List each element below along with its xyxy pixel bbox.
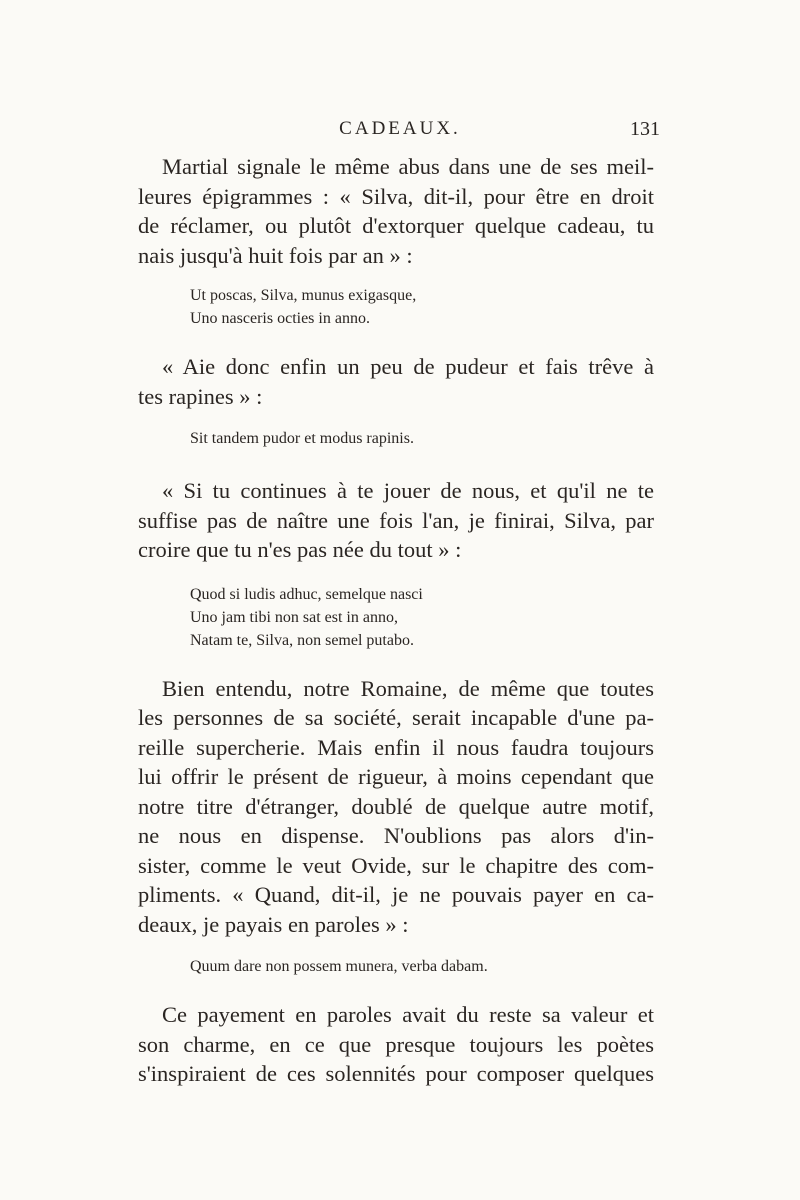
latin-quote-3 xyxy=(138,583,654,652)
text-line: ne nous en dispense. N'oublions pas alors d'in- xyxy=(138,823,654,848)
page-header xyxy=(140,118,660,148)
text-line: « Aie donc enfin un peu de pudeur et fais trêve à xyxy=(162,354,654,379)
quote-line: Quod si ludis adhuc, semelque nasci xyxy=(190,585,423,603)
paragraph-1 xyxy=(138,152,654,270)
running-title: CADEAUX. xyxy=(339,118,461,139)
text-line: reille supercherie. Mais enfin il nous faudra toujours xyxy=(138,734,654,760)
text-line: deaux, je payais en paroles » : xyxy=(138,911,409,937)
quote-line: Uno jam tibi non sat est in anno, xyxy=(190,608,398,626)
text-line: les personnes de sa société, serait incapable d'une pa- xyxy=(138,705,654,730)
paragraph-3 xyxy=(138,476,654,565)
text-line: suffise pas de naître une fois l'an, je finirai, Silva, par xyxy=(138,507,654,533)
text-line: lui offrir le présent de rigueur, à moins cependant que xyxy=(138,764,654,789)
text-line: notre titre d'étranger, doublé de quelque autre motif, xyxy=(138,793,654,819)
latin-quote-2 xyxy=(138,427,654,450)
quote-line: Quum dare non possem munera, verba dabam. xyxy=(190,958,488,975)
latin-quote-4 xyxy=(138,955,654,978)
text-line: « Si tu continues à te jouer de nous, et qu'il ne te xyxy=(162,478,654,503)
text-line: nais jusqu'à huit fois par an » : xyxy=(138,242,413,268)
latin-quote-1 xyxy=(138,284,654,330)
text-line: son charme, en ce que presque toujours les poètes xyxy=(138,1031,654,1057)
paragraph-5 xyxy=(138,1000,654,1089)
quote-line: Uno nasceris octies in anno. xyxy=(190,310,370,327)
text-line: Ce payement en paroles avait du reste sa valeur et xyxy=(162,1002,654,1027)
paragraph-2 xyxy=(138,352,654,411)
text-line: s'inspiraient de ces solennités pour composer quelques xyxy=(138,1061,654,1086)
body-text xyxy=(138,152,654,1089)
page-number: 131 xyxy=(630,118,660,140)
quote-line: Sit tandem pudor et modus rapinis. xyxy=(190,430,414,447)
text-line: Bien entendu, notre Romaine, de même que toutes xyxy=(162,675,654,701)
text-line: croire que tu n'es pas née du tout » : xyxy=(138,537,462,562)
text-line: de réclamer, ou plutôt d'extorquer quelque cadeau, tu xyxy=(138,213,654,238)
quote-line: Ut poscas, Silva, munus exigasque, xyxy=(190,287,417,304)
paragraph-4 xyxy=(138,674,654,940)
text-line: leures épigrammes : « Silva, dit-il, pour être en droit xyxy=(138,183,654,209)
text-line: sister, comme le veut Ovide, sur le chapitre des com- xyxy=(138,852,654,878)
text-line: tes rapines » : xyxy=(138,383,263,409)
quote-line: Natam te, Silva, non semel putabo. xyxy=(190,631,414,649)
text-line: pliments. « Quand, dit-il, je ne pouvais payer en ca- xyxy=(138,882,654,907)
text-line: Martial signale le même abus dans une de ses meil- xyxy=(162,154,654,179)
